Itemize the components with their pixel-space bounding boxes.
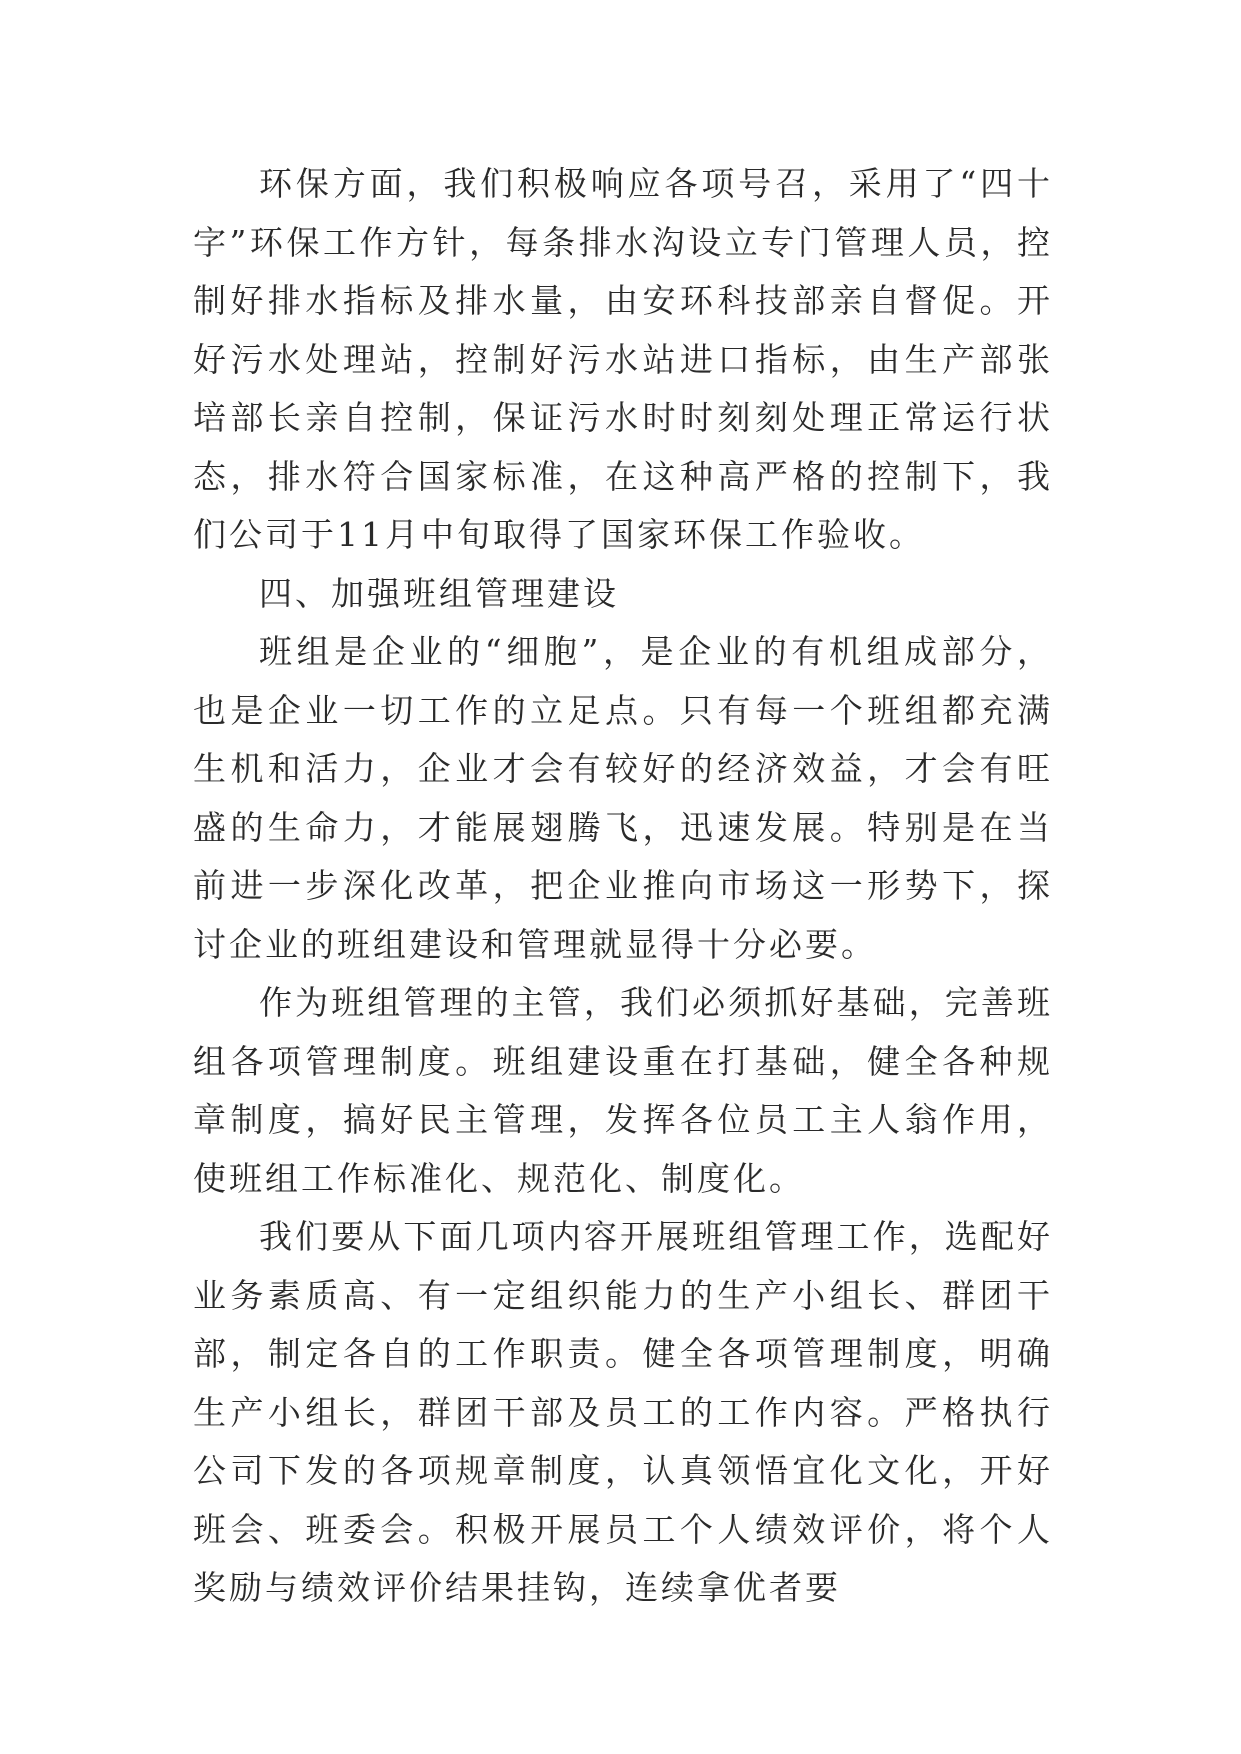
- section-heading-team-management: 四、加强班组管理建设: [259, 573, 619, 613]
- document-body: [193, 155, 1053, 1618]
- paragraph-environmental-protection: 环保方面，我们积极响应各项号召，采用了“四十字”环保工作方针，每条排水沟设立专门管理人员，控制好排水指标及排水量，由安环科技部亲自督促。开好污水处理站，控制好污水站进口指标，由生产部张培部长亲自控制，保证污水时时刻刻处理正常运行状态，排水符合国家标准，在这种高严格的控制下，我们公司于11月中旬取得了国家环保工作验收。: [193, 164, 1053, 554]
- paragraph-team-cell: 班组是企业的“细胞”，是企业的有机组成部分，也是企业一切工作的立足点。只有每一个班组都充满生机和活力，企业才会有较好的经济效益，才会有旺盛的生命力，才能展翅腾飞，迅速发展。特别是在当前进一步深化改革，把企业推向市场这一形势下，探讨企业的班组建设和管理就显得十分必要。: [193, 632, 1053, 964]
- paragraph-team-supervisor: 作为班组管理的主管，我们必须抓好基础，完善班组各项管理制度。班组建设重在打基础，健全各种规章制度，搞好民主管理，发挥各位员工主人翁作用，使班组工作标准化、规范化、制度化。: [193, 983, 1053, 1198]
- paragraph-team-work-items: 我们要从下面几项内容开展班组管理工作，选配好业务素质高、有一定组织能力的生产小组长、群团干部，制定各自的工作职责。健全各项管理制度，明确生产小组长，群团干部及员工的工作内容。严格执行公司下发的各项规章制度，认真领悟宜化文化，开好班会、班委会。积极开展员工个人绩效评价，将个人奖励与绩效评价结果挂钩，连续拿优者要: [193, 1217, 1053, 1607]
